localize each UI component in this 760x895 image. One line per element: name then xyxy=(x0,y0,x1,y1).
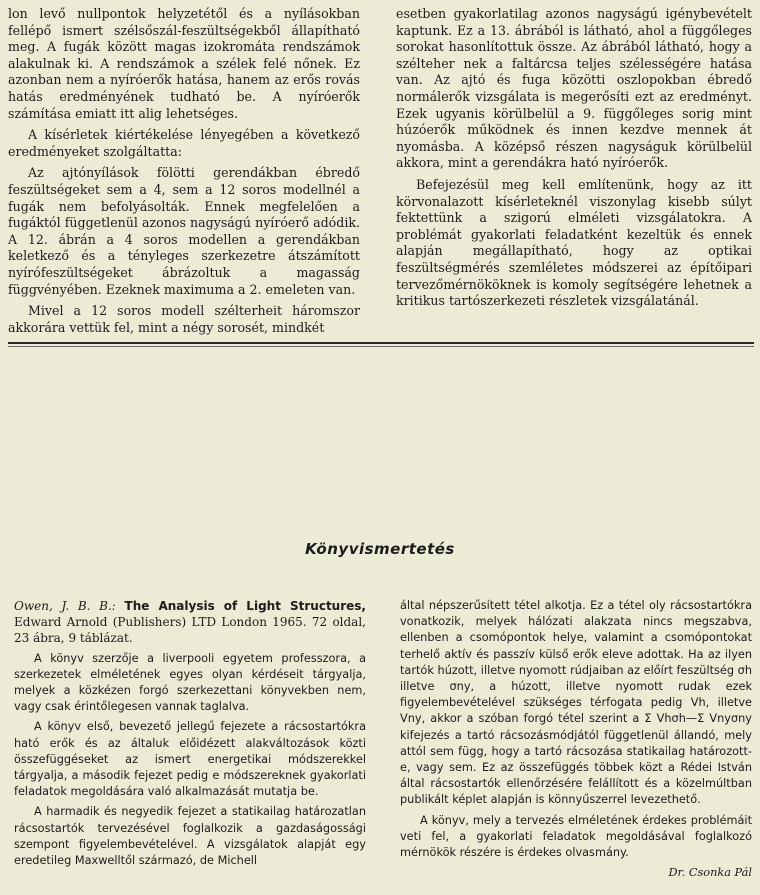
reviewer-signature: Dr. Csonka Pál xyxy=(668,866,752,880)
review-left-column xyxy=(14,598,366,869)
article-paragraph: esetben gyakorlatilag azonos nagyságú igénybevételt kaptunk. Ez a 13. ábrából is látható, ahol a függőleges sorokat hasonlítottuk össze. Az ábrából látható, hogy a szélteher nek a faltárcsa teljes szélességére hatása van. Az ajtó és fuga közötti oszlopokban ébredő normálerők vizsgálata is megerősíti ezt az eredményt. Ezek ugyanis körülbelül a 9. függőleges sorig mint húzóerők működnek és innen kezdve mennek át nyomásba. A középső részen nagyságuk körülbelül akkora, mint a gerendákra ható nyíróerők. xyxy=(396,6,752,171)
section-divider xyxy=(8,342,754,344)
bibliographic-entry xyxy=(14,598,366,647)
review-paragraph: A harmadik és negyedik fejezet a statikailag határozatlan rácsostartók tervezésével foglalkozik a gazdaságossági szempont figyelembevételével. A vizsgálatok alapját egy eredetileg Maxwelltől származó, de Michell xyxy=(14,805,366,868)
review-paragraph: A könyv első, bevezető jellegű fejezete a rácsostartókra ható erők és az általuk előidézett alakváltozások közti összefüggéseket az ismert energetikai módszerekkel tárgyalja, a második fejezet pedig e módszereknek gyakorlati feladatok megoldására való alkalmazását mutatja be. xyxy=(14,720,366,799)
review-paragraph: A könyv, mely a tervezés elméletének érdekes problémáit veti fel, a gyakorlati feladatok megoldásával foglalkozó mérnökök részére is érdekes olvasmány. xyxy=(400,813,752,860)
book-publisher: Edward Arnold (Publishers) LTD London 1965. 72 oldal, 23 ábra, 9 táblázat. xyxy=(14,615,366,646)
review-right-column xyxy=(400,598,752,881)
article-paragraph: lon levő nullpontok helyzetétől és a nyílásokban fellépő ismert szélsőszál-feszültségekből állapítható meg. A fugák között magas izokromáta rendszámok alakulnak ki. A rendszámok a szélek felé nőnek. Ez azonban nem a nyíróerők hatása, hanem az erős rovás hatás eredményének tudható be. A nyíróerők számítása emiatt itt alig lehetséges. xyxy=(8,6,360,121)
article-left-column xyxy=(8,6,360,336)
article-paragraph: Befejezésül meg kell említenünk, hogy az itt körvonalazott kísérleteknél viszonylag kisebb súlyt fektettünk a szigorú elméleti vizsgálatokra. A problémát gyakorlati feladatként kezeltük és ennek alapján megállapítható, hogy az optikai feszültségmérés szemléletes módszerei az építőipari tervezőmérnököknek is komoly segítségére lehetnek a kritikus tartószerkezeti részletek vizsgálatánál. xyxy=(396,176,752,309)
section-divider-thin xyxy=(8,346,754,347)
book-title: The Analysis of Light Structures, xyxy=(124,599,366,613)
review-paragraph: A könyv szerzője a liverpooli egyetem professzora, a szerkezetek elméletének egyes olyan kérdéseit tárgyalja, melyek a közkézen forgó szerkezettani könyvekben nem, vagy csak érintőlegesen vannak taglalva. xyxy=(14,651,366,714)
book-author: Owen, J. B. B.: xyxy=(14,599,116,613)
article-paragraph: Mivel a 12 soros modell szélterheit háromszor akkorára vettük fel, mint a négy sorosét, mindkét xyxy=(8,303,360,335)
review-paragraph: által népszerűsített tétel alkotja. Ez a tétel oly rácsostartókra vonatkozik, melyek hálózati alakzata nincs megszabva, ellenben a csomópontok helye, valamint a csomópontokat terhelő aktív és passzív külső erők eleve adottak. Ha az ilyen tartók húzott, illetve nyomott rúdjaiban az előírt feszültség σh illetve σny, a húzott, illetve nyomott rudak ezek figyelembevételével szükséges térfogata pedig Vh, illetve Vny, akkor a szóban forgó tétel szerint a Σ Vhσh—Σ Vnyσny kifejezés a tartó rácsozásmódjától függetlenül állandó, mely attól sem függ, hogy a tartó rácsozása statikailag határozott-e, vagy sem. Ez az összefüggés többek közt a Rédei István által rácsostartók ellenőrzésére felállított és a közelmúltban publikált képlet alapján is könnyűszerrel levezethető. xyxy=(400,599,752,807)
article-paragraph: Az ajtónyílások fölötti gerendákban ébredő feszültségeket sem a 4, sem a 12 soros modellnél a fugák nem befolyásolták. Ennek megfelelően a fugáktól függetlenül azonos nagyságú nyíróerő adódik. A 12. ábrán a 4 soros modellen a gerendákban keletkező és a tényleges szerkezetre átszámított nyírófeszültségeket ábrázoltuk a magasság függvényében. Ezeknek maximuma a 2. emeleten van. xyxy=(8,165,360,297)
article-right-column xyxy=(396,6,752,310)
article-paragraph: A kísérletek kiértékelése lényegében a következő eredményeket szolgáltatta: xyxy=(8,127,360,159)
section-title: Könyvismertetés xyxy=(305,540,455,558)
